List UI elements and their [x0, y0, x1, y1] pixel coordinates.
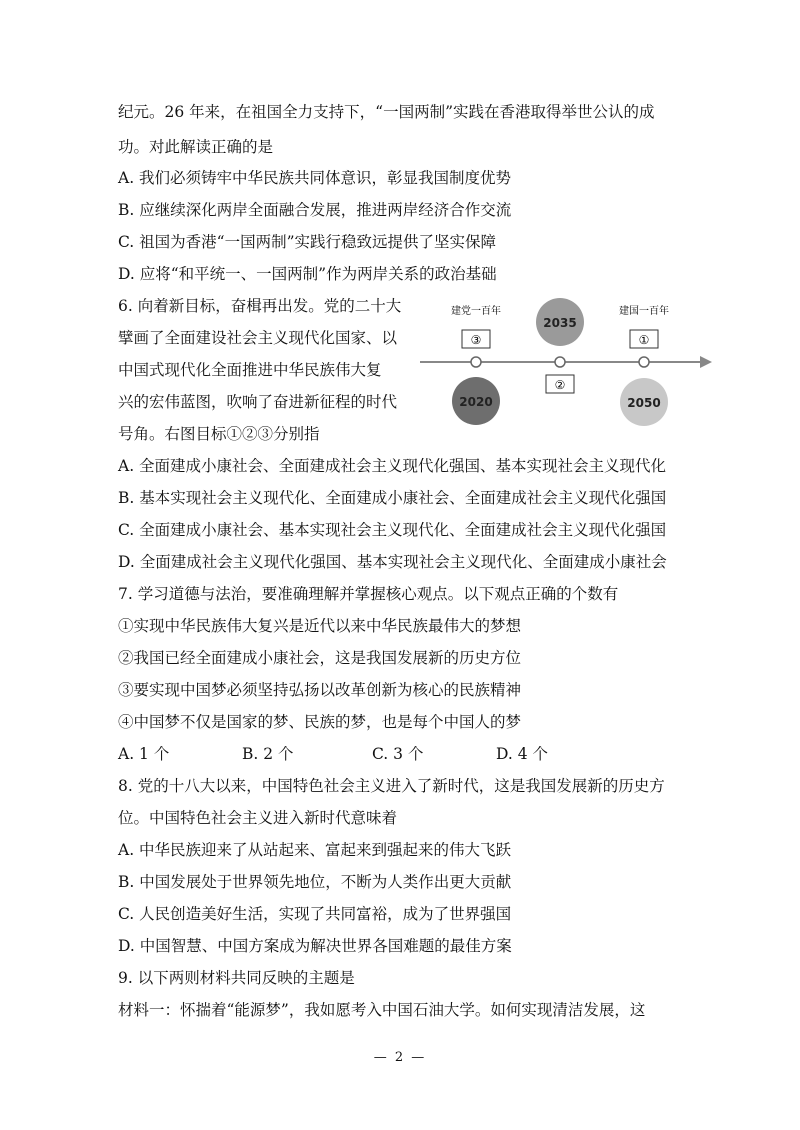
text-line: 功。对此解读正确的是	[118, 138, 274, 156]
node-2020	[471, 357, 481, 367]
q7-option-d: D. 4 个	[496, 745, 549, 763]
text-line: 8. 党的十八大以来，中国特色社会主义进入了新时代，这是我国发展新的历史方	[118, 777, 665, 795]
label-nation-centenary: 建国一百年	[619, 306, 669, 317]
timeline-arrow-icon	[700, 356, 712, 368]
text-line: 纪元。26 年来，在祖国全力支持下，“一国两制”实践在香港取得举世公认的成	[118, 103, 655, 121]
text-line: 7. 学习道德与法治，要准确理解并掌握核心观点。以下观点正确的个数有	[118, 585, 619, 603]
year-2035: 2035	[543, 316, 577, 330]
year-2020: 2020	[459, 395, 493, 409]
page-number: — 2 —	[373, 1050, 427, 1065]
q7-option-a: A. 1 个	[118, 745, 170, 763]
option-d: D. 全面建成社会主义现代化强国、基本实现社会主义现代化、全面建成小康社会	[118, 553, 667, 571]
text-line: 9. 以下两则材料共同反映的主题是	[118, 969, 355, 987]
option-b: B. 基本实现社会主义现代化、全面建成小康社会、全面建成社会主义现代化强国	[118, 489, 667, 507]
statement-4: ④中国梦不仅是国家的梦、民族的梦，也是每个中国人的梦	[118, 713, 522, 731]
option-d: D. 中国智慧、中国方案成为解决世界各国难题的最佳方案	[118, 937, 512, 955]
box-2-label: ②	[554, 378, 566, 392]
text-line: 兴的宏伟蓝图，吹响了奋进新征程的时代	[118, 393, 398, 411]
option-b: B. 中国发展处于世界领先地位，不断为人类作出更大贡献	[118, 873, 512, 891]
text-line: 擘画了全面建设社会主义现代化国家、以	[118, 329, 398, 347]
option-c: C. 祖国为香港“一国两制”实践行稳致远提供了坚实保障	[118, 233, 497, 251]
option-b: B. 应继续深化两岸全面融合发展，推进两岸经济合作交流	[118, 201, 512, 219]
label-party-centenary: 建党一百年	[451, 306, 501, 317]
text-line: 6. 向着新目标，奋楫再出发。党的二十大	[118, 297, 402, 315]
box-1-label: ①	[638, 333, 650, 347]
option-d: D. 应将“和平统一、一国两制”作为两岸关系的政治基础	[118, 265, 497, 283]
node-2050	[639, 357, 649, 367]
statement-2: ②我国已经全面建成小康社会，这是我国发展新的历史方位	[118, 649, 522, 667]
q7-option-b: B. 2 个	[242, 745, 294, 763]
text-line: 位。中国特色社会主义进入新时代意味着	[118, 809, 398, 827]
statement-3: ③要实现中国梦必须坚持弘扬以改革创新为核心的民族精神	[118, 681, 522, 699]
text-line: 中国式现代化全面推进中华民族伟大复	[118, 361, 382, 379]
q7-option-c: C. 3 个	[372, 745, 424, 763]
box-3-label: ③	[470, 333, 482, 347]
timeline-diagram	[420, 292, 720, 432]
text-line: 材料一：怀揣着“能源梦”，我如愿考入中国石油大学。如何实现清洁发展，这	[118, 1001, 646, 1019]
statement-1: ①实现中华民族伟大复兴是近代以来中华民族最伟大的梦想	[118, 617, 522, 635]
option-c: C. 人民创造美好生活，实现了共同富裕，成为了世界强国	[118, 905, 512, 923]
option-a: A. 全面建成小康社会、全面建成社会主义现代化强国、基本实现社会主义现代化	[118, 457, 667, 475]
option-c: C. 全面建成小康社会、基本实现社会主义现代化、全面建成社会主义现代化强国	[118, 521, 667, 539]
option-a: A. 我们必须铸牢中华民族共同体意识，彰显我国制度优势	[118, 169, 512, 187]
option-a: A. 中华民族迎来了从站起来、富起来到强起来的伟大飞跃	[118, 841, 512, 859]
text-line: 号角。右图目标①②③分别指	[118, 425, 320, 443]
year-2050: 2050	[627, 396, 661, 410]
node-2035	[555, 357, 565, 367]
